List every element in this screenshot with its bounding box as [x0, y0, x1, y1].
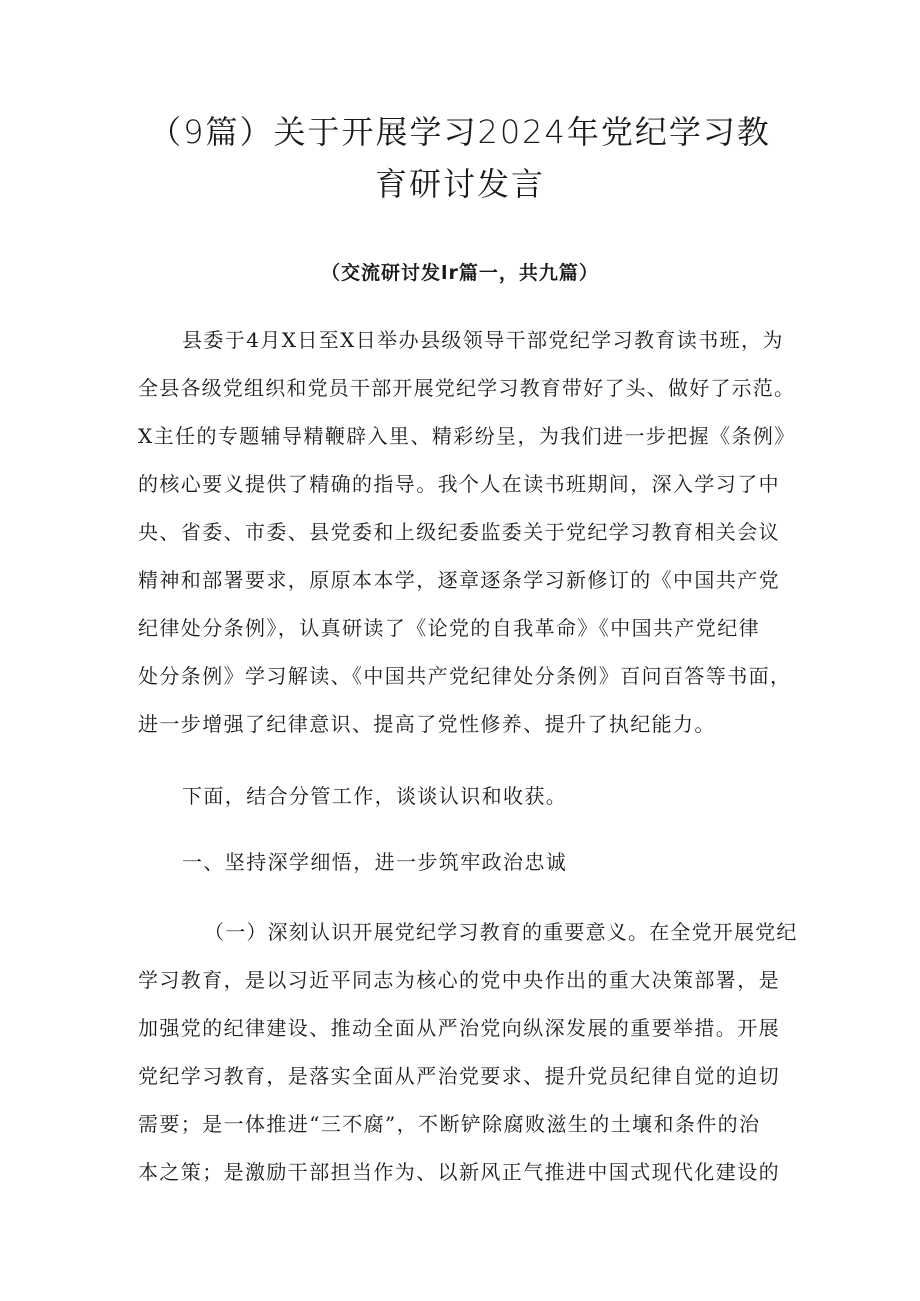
paragraph-1-line: X主任的专题辅导精鞭辟入里、精彩纷呈，为我们进一步把握《条例》: [138, 424, 796, 448]
paragraph-2: 下面，结合分管工作，谈谈认识和收获。: [182, 784, 568, 808]
paragraph-1-line: 处分条例》学习解读、《中国共产党纪律处分条例》百问百答等书面，: [138, 664, 792, 688]
paragraph-3-line: 本之策；是激励干部担当作为、以新风正气推进中国式现代化建设的: [138, 1160, 780, 1184]
paragraph-3-line: 加强党的纪律建设、推动全面从严治党向纵深发展的重要举措。开展: [138, 1016, 780, 1040]
paragraph-1-line: 进一步增强了纪律意识、提高了党性修养、提升了执纪能力。: [138, 712, 716, 736]
document-title-line-2: 育研讨发言: [374, 165, 545, 203]
paragraph-1-line: 纪律处分条例》，认真研读了《论党的自我革命》《中国共产党纪律: [138, 616, 760, 640]
document-title-line-1: （9篇）关于开展学习2024年党纪学习教: [149, 113, 771, 151]
paragraph-1-line: 全县各级党组织和党员干部开展党纪学习教育带好了头、做好了示范。: [138, 376, 796, 400]
document-subtitle: （交流研讨发lr篇一，共九篇）: [321, 262, 599, 284]
paragraph-1-line: 的核心要义提供了精确的指导。我个人在读书班期间，深入学习了中: [138, 472, 780, 496]
section-heading-1: 一、坚持深学细悟，进一步筑牢政治忠诚: [182, 850, 568, 874]
paragraph-1-line: 精神和部署要求，原原本本学，逐章逐条学习新修订的《中国共产党: [138, 568, 780, 592]
paragraph-3-line: 党纪学习教育，是落实全面从严治党要求、提升党员纪律自觉的迫切: [138, 1064, 780, 1088]
paragraph-3-line: 需要；是一体推进“三不腐”，不断铲除腐败滋生的土壤和条件的治: [138, 1112, 761, 1136]
paragraph-1-line: 县委于4月X日至X日举办县级领导干部党纪学习教育读书班，为: [182, 328, 784, 352]
paragraph-1-line: 央、省委、市委、县党委和上级纪委监委关于党纪学习教育相关会议: [138, 520, 780, 544]
paragraph-3-line: 学习教育，是以习近平同志为核心的党中央作出的重大决策部署，是: [138, 968, 780, 992]
paragraph-3-line: （一）深刻认识开展党纪学习教育的重要意义。在全党开展党纪: [204, 920, 798, 944]
